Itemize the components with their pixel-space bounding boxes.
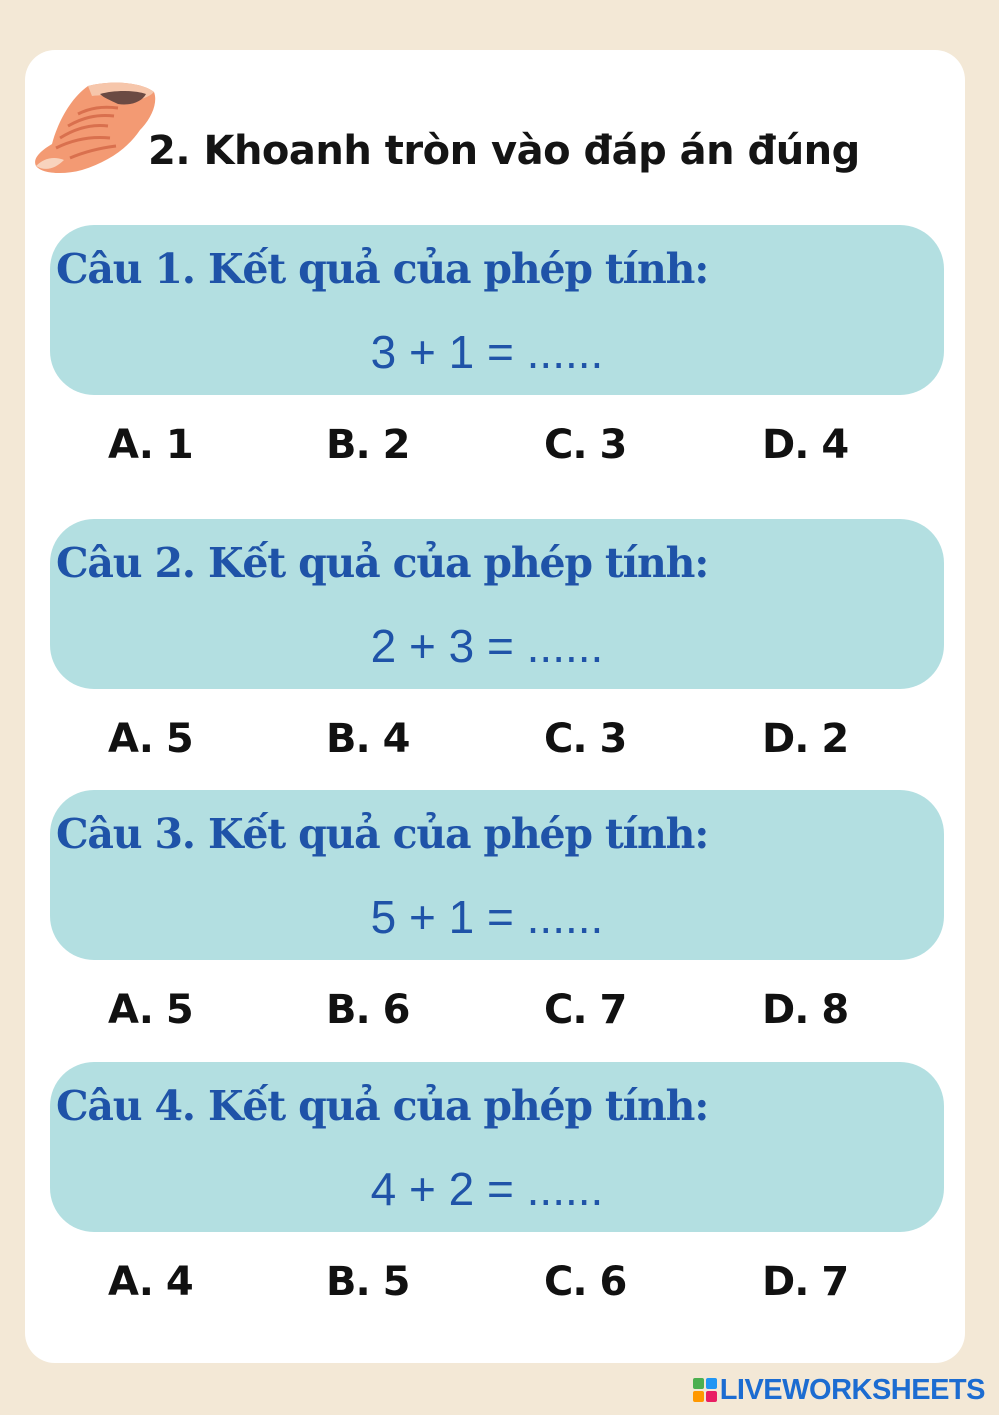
seashell-icon	[30, 78, 160, 178]
option-a[interactable]: A. 1	[108, 422, 193, 468]
question-title: Câu 4. Kết quả của phép tính:	[56, 1082, 709, 1130]
page-title: 2. Khoanh tròn vào đáp án đúng	[148, 128, 860, 174]
liveworksheets-brand[interactable]	[693, 1372, 985, 1408]
option-a[interactable]: A. 4	[108, 1259, 193, 1305]
answer-options	[108, 716, 968, 766]
option-c[interactable]: C. 7	[544, 987, 627, 1033]
question-box	[50, 519, 944, 689]
question-title: Câu 1. Kết quả của phép tính:	[56, 245, 709, 293]
option-b[interactable]: B. 6	[326, 987, 410, 1033]
answer-options	[108, 1259, 968, 1309]
option-b[interactable]: B. 4	[326, 716, 410, 762]
question-expression: 3 + 1 = ......	[370, 326, 604, 378]
question-expression: 4 + 2 = ......	[370, 1163, 604, 1215]
question-box	[50, 1062, 944, 1232]
option-c[interactable]: C. 3	[544, 422, 627, 468]
question-box	[50, 225, 944, 395]
question-expression: 2 + 3 = ......	[370, 620, 604, 672]
answer-options	[108, 422, 968, 472]
brand-name: LIVEWORKSHEETS	[719, 1373, 985, 1406]
option-c[interactable]: C. 3	[544, 716, 627, 762]
question-title: Câu 2. Kết quả của phép tính:	[56, 539, 709, 587]
option-b[interactable]: B. 5	[326, 1259, 410, 1305]
option-d[interactable]: D. 2	[762, 716, 849, 762]
option-a[interactable]: A. 5	[108, 987, 193, 1033]
option-d[interactable]: D. 7	[762, 1259, 849, 1305]
option-a[interactable]: A. 5	[108, 716, 193, 762]
question-box	[50, 790, 944, 960]
question-title: Câu 3. Kết quả của phép tính:	[56, 810, 709, 858]
option-c[interactable]: C. 6	[544, 1259, 627, 1305]
question-expression: 5 + 1 = ......	[370, 891, 604, 943]
option-d[interactable]: D. 4	[762, 422, 849, 468]
answer-options	[108, 987, 968, 1037]
option-d[interactable]: D. 8	[762, 987, 849, 1033]
option-b[interactable]: B. 2	[326, 422, 410, 468]
liveworksheets-logo-icon	[693, 1378, 717, 1402]
